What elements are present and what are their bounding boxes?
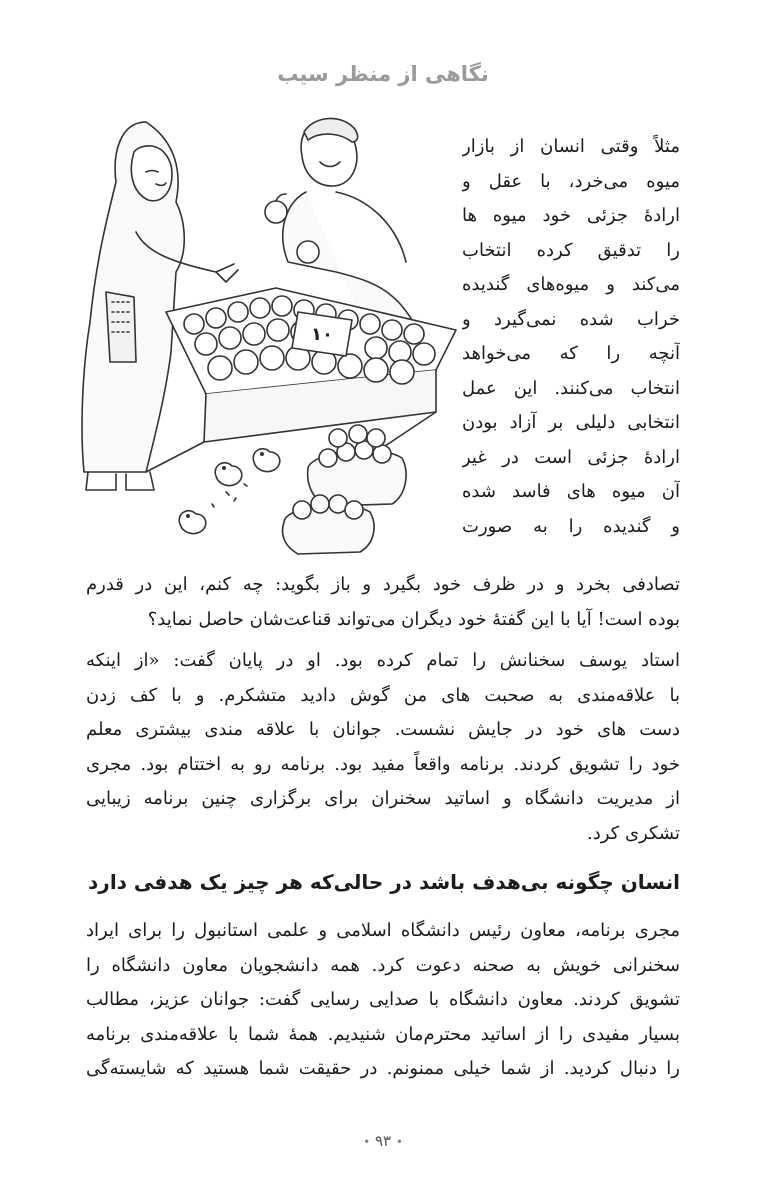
text-line: با علاقه‌مندی به صحبت های من گوش دادید متشکرم. و با کف زدن xyxy=(86,684,680,706)
page-number xyxy=(0,1132,766,1150)
text-line: آنچه را که می‌خواهد xyxy=(462,343,680,364)
text-line: مجری برنامه، معاون رئیس دانشگاه اسلامی و علمی استانبول را برای ایراد xyxy=(86,920,680,941)
text-line: خراب شده نمی‌گیرد و xyxy=(462,308,680,330)
price-tag-label: ۱۰ xyxy=(311,324,333,345)
section-heading: انسان چگونه بی‌هدف باشد در حالی‌که هر چیز یک هدفی دارد xyxy=(88,870,680,894)
wrapped-paragraph xyxy=(462,130,680,544)
text-line: انتخاب می‌کنند. این عمل xyxy=(462,377,680,399)
text-line: خود را تشویق کردند. برنامه واقعاً مفید بود. برنامه رو به اختتام بود. مجری xyxy=(86,753,680,775)
text-line: می‌کند و میوه‌های گندیده xyxy=(462,274,680,295)
text-line: دست های خود در جایش نشست. جوانان با علاقه مندی بیشتری معلم xyxy=(86,719,680,740)
text-line: ارادهٔ جزئی است در غیر xyxy=(462,446,680,468)
bullet-icon: • xyxy=(363,1135,371,1149)
fruit-market-illustration xyxy=(76,112,460,560)
text-line: را دنبال کردید. از شما خیلی ممنونم. در حقیقت شما هستید که شایسته‌گی xyxy=(86,1058,680,1079)
text-line: آن میوه های فاسد شده xyxy=(462,481,680,502)
text-line: مثلاً وقتی انسان از بازار xyxy=(462,136,680,157)
page-number-value: ۹۳ xyxy=(374,1132,392,1150)
text-line: بسیار مفیدی را از اساتید محترم‌مان شنیدیم. همهٔ شما با علاقه‌مندی برنامه xyxy=(86,1023,680,1045)
text-line: تشکری کرد. xyxy=(587,822,680,844)
text-line: میوه می‌خرد، با عقل و xyxy=(462,170,680,192)
text-line: تصادفی بخرد و در ظرف خود بگیرد و باز بگوید: چه کنم، این در قدرم xyxy=(86,574,680,595)
paragraph-closing-remarks xyxy=(86,644,680,851)
text-line: ارادهٔ جزئی خود میوه ها xyxy=(462,205,680,226)
text-line: تشویق کردند. معاون دانشگاه با صدایی رسایی گفت: جوانان عزیز، مطالب xyxy=(86,989,680,1010)
text-line: از مدیریت دانشگاه و اساتید سخنران برای برگزاری چنین برنامه زیبایی xyxy=(86,788,680,809)
text-line: را تدقیق کرده انتخاب xyxy=(462,239,680,261)
text-line: بوده است! آیا با این گفتهٔ خود دیگران می‌تواند قناعت‌شان حاصل نماید؟ xyxy=(147,608,680,630)
paragraph-continuation xyxy=(86,568,680,637)
price-tag xyxy=(292,312,352,356)
text-line: و گندیده را به صورت xyxy=(462,515,680,537)
running-header: نگاهی از منظر سیب xyxy=(277,62,489,86)
chicks xyxy=(179,449,280,534)
bullet-icon: • xyxy=(395,1135,403,1149)
text-line: انتخابی دلیلی بر آزاد بودن xyxy=(462,412,680,433)
text-line: سخنرانی خویش به صحنه دعوت کرد. همه دانشجویان معاون دانشگاه را xyxy=(86,954,680,976)
paragraph-vice-rector xyxy=(86,914,680,1087)
text-line: استاد یوسف سخنانش را تمام کرده بود. او در پایان گفت: «از اینکه xyxy=(86,650,680,671)
